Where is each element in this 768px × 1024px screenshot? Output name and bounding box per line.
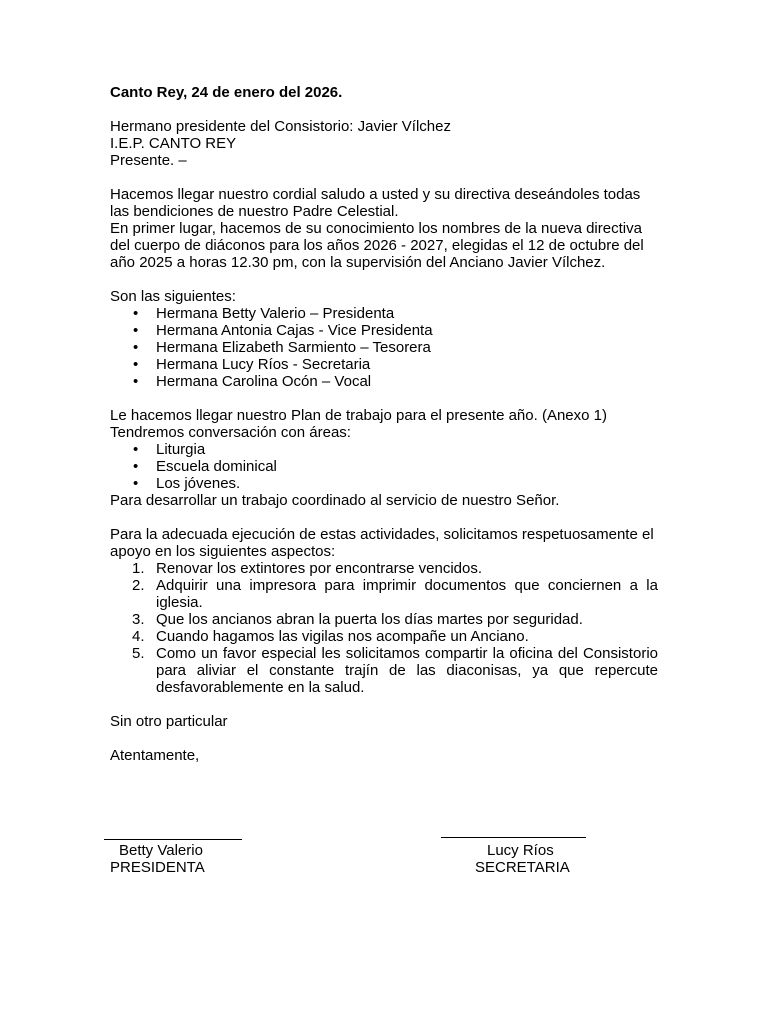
- recipient-line-3: Presente. –: [110, 152, 187, 169]
- bullet-icon: •: [133, 305, 139, 322]
- bullet-icon: •: [133, 458, 139, 475]
- recipient-line-1: Hermano presidente del Consistorio: Javier Vílchez: [110, 118, 451, 135]
- list-item: • Hermana Carolina Ocón – Vocal: [133, 373, 372, 390]
- signature-name-left: Betty Valerio: [119, 842, 203, 859]
- list-item: 2. Adquirir una impresora para imprimir documentos que conciernen a la iglesia.: [132, 577, 658, 611]
- bullet-icon: •: [133, 475, 139, 492]
- recipient-line-2: I.E.P. CANTO REY: [110, 135, 237, 152]
- list-item: • Hermana Lucy Ríos - Secretaria: [133, 356, 371, 373]
- list-item: • Hermana Antonia Cajas - Vice Presidenta: [133, 322, 433, 339]
- date-line: Canto Rey, 24 de enero del 2026.: [110, 84, 343, 101]
- list-item: 4. Cuando hagamos las vigilas nos acompañe un Anciano.: [132, 628, 529, 645]
- areas-outro: Para desarrollar un trabajo coordinado al servicio de nuestro Señor.: [110, 492, 560, 509]
- bullet-icon: •: [133, 441, 139, 458]
- bullet-icon: •: [133, 339, 139, 356]
- list-item: 3. Que los ancianos abran la puerta los días martes por seguridad.: [132, 611, 583, 628]
- list-item: • Hermana Betty Valerio – Presidenta: [133, 305, 395, 322]
- paragraph-directiva: En primer lugar, hacemos de su conocimiento los nombres de la nueva directiva del cuerpo de diáconos para los años 2026 - 2027, elegidas el 12 de octubre del año 2025 a horas 12.30 pm, con la supervisión del Anciano Javier Vílchez.: [110, 220, 644, 271]
- requests-intro: Para la adecuada ejecución de estas actividades, solicitamos respetuosamente el apoyo en los siguientes aspectos:: [110, 526, 654, 560]
- list-item: • Hermana Elizabeth Sarmiento – Tesorera: [133, 339, 431, 356]
- letter-body: [110, 84, 658, 764]
- signature-title-right: SECRETARIA: [475, 859, 570, 876]
- requests-list: [110, 560, 658, 696]
- closing-line: Sin otro particular: [110, 713, 228, 730]
- bullet-icon: •: [133, 373, 139, 390]
- members-list: [110, 305, 658, 390]
- list-item: 1. Renovar los extintores por encontrarse vencidos.: [132, 560, 483, 577]
- areas-intro: Tendremos conversación con áreas:: [110, 424, 351, 441]
- members-intro: Son las siguientes:: [110, 288, 236, 305]
- list-item: • Escuela dominical: [133, 458, 277, 475]
- paragraph-greeting: Hacemos llegar nuestro cordial saludo a usted y su directiva deseándoles todas las bendiciones de nuestro Padre Celestial.: [110, 186, 641, 220]
- signature-line-right: [441, 837, 586, 838]
- list-item: 5. Como un favor especial les solicitamos compartir la oficina del Consistorio para aliviar el constante trajín de las diaconisas, ya que repercute desfavorablemente en la salud.: [132, 645, 658, 696]
- areas-list: [110, 441, 658, 492]
- bullet-icon: •: [133, 322, 139, 339]
- signature-title-left: PRESIDENTA: [110, 859, 205, 876]
- signature-name-right: Lucy Ríos: [487, 842, 554, 859]
- signature-line-left: [104, 839, 242, 840]
- signoff-line: Atentamente,: [110, 747, 200, 764]
- list-item: • Liturgia: [133, 441, 206, 458]
- plan-line: Le hacemos llegar nuestro Plan de trabajo para el presente año. (Anexo 1): [110, 407, 607, 424]
- list-item: • Los jóvenes.: [133, 475, 241, 492]
- bullet-icon: •: [133, 356, 139, 373]
